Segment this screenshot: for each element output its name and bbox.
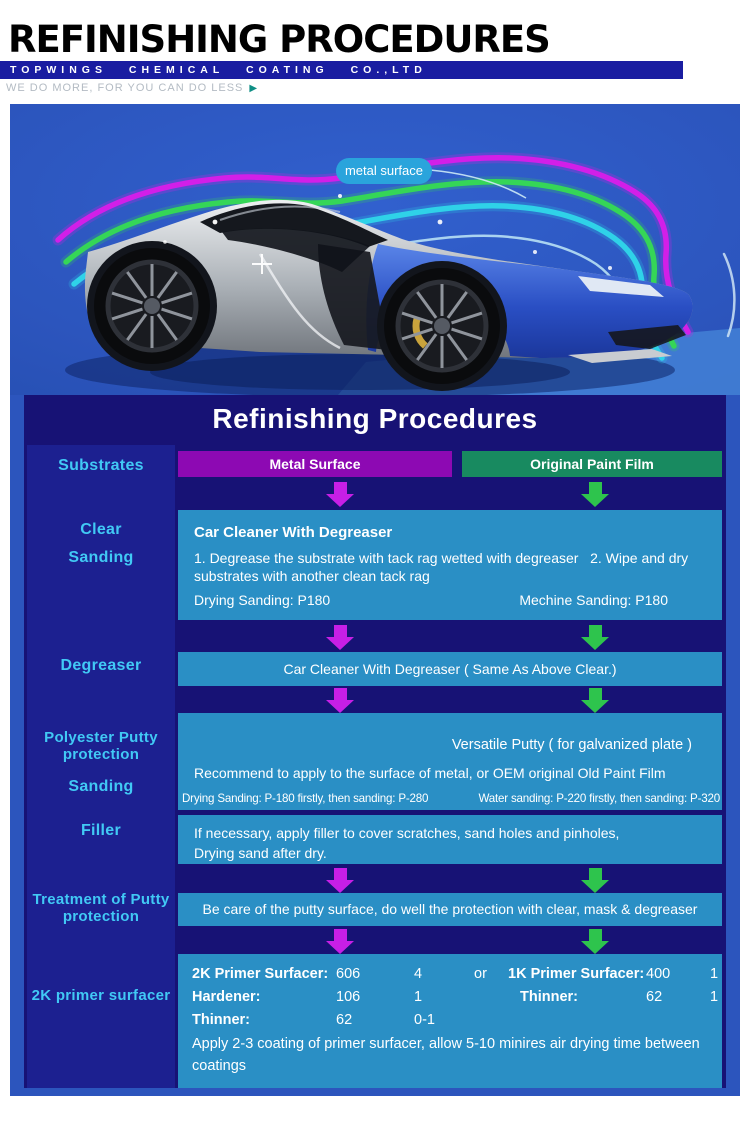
sidebar-label-substrates: Substrates [58,457,144,474]
primer-name: Thinner: [520,989,578,1005]
box-title: Versatile Putty ( for galvanized plate ) [451,737,692,753]
primer-row-2 [178,989,722,1009]
degreaser-box: Car Cleaner With Degreaser ( Same As Above Clear.) [178,652,722,686]
primer-name: 2K Primer Surfacer: [192,966,329,982]
primer-ratio: 4 [414,966,423,982]
primer-box [178,954,722,1088]
primer-name: Thinner: [192,1012,250,1028]
box-body: 1. Degrease the substrate with tack rag wetted with degreaser 2. Wipe and dry substrates with another clean tack rag [194,550,693,584]
box-body: Recommend to apply to the surface of metal, or OEM original Old Paint Film [194,765,666,781]
poster [10,104,740,1096]
primer-ratio: 1 [710,966,719,982]
water-sanding-note: Water sanding: P-220 firstly, then sanding: P-320 [478,792,720,805]
primer-value: 106 [336,989,361,1005]
clear-sanding-box [178,510,722,620]
box-title: Car Cleaner With Degreaser [194,524,393,541]
sidebar-label-polyester-2: protection [62,746,140,763]
rear-wheel [94,248,210,364]
drying-sanding-note: Drying Sanding: P-180 firstly, then sanding: P-280 [182,792,429,805]
company-bar [0,61,683,79]
primer-name: Hardener: [192,989,261,1005]
arrow-down-green [581,929,609,954]
primer-row-3 [178,1012,722,1032]
flowchart-panel [24,395,726,1088]
primer-value: 400 [646,966,671,982]
sidebar-label-polyester-1: Polyester Putty [44,729,158,746]
metal-surface-header [178,451,452,477]
primer-value: 62 [336,1012,353,1028]
primer-value: 606 [336,966,361,982]
arrow-down-green [581,482,609,507]
primer-value: 62 [646,989,663,1005]
sidebar-label-primer: 2K primer surfacer [31,987,171,1004]
arrow-down-magenta [326,929,354,954]
machine-sanding-note: Mechine Sanding: P180 [519,592,668,608]
sidebar-label-degreaser: Degreaser [60,657,142,674]
drying-sanding-note: Drying Sanding: P180 [194,592,331,608]
primer-ratio: 1 [414,989,423,1005]
tagline [6,82,258,94]
arrow-down-magenta [326,482,354,507]
box-line-1: If necessary, apply filler to cover scratches, sand holes and pinholes, [194,825,620,841]
flowchart-title: Refinishing Procedures [212,403,538,434]
filler-box [178,815,722,864]
label-text: metal surface [344,163,424,178]
original-paint-film-header-label: Original Paint Film [530,456,654,472]
page-title: REFINISHING PROCEDURES [8,18,550,61]
arrow-down-green [581,625,609,650]
sidebar-label-treatment-1: Treatment of Putty [32,891,170,908]
tagline-text: WE DO MORE, FOR YOU CAN DO LESS [6,82,244,94]
polyester-putty-box [178,713,722,810]
primer-ratio: 1 [710,989,719,1005]
car-illustration [10,104,740,395]
sidebar-label-clear-sanding: Sanding [68,549,134,566]
primer-note: Apply 2-3 coating of primer surfacer, allow 5-10 minires air drying time between coatings [192,1036,700,1074]
primer-ratio: 0-1 [414,1012,435,1028]
arrow-down-green [581,688,609,713]
arrow-down-magenta [326,625,354,650]
sidebar-label-treatment-2: protection [62,908,140,925]
sidebar-label-filler: Filler [80,822,122,839]
company-name: TOPWINGS CHEMICAL COATING CO.,LTD [10,64,427,76]
tagline-arrow-icon: ▶ [249,83,259,94]
front-wheel [384,268,500,384]
or-separator: or [474,966,487,982]
arrow-down-magenta [326,688,354,713]
arrow-down-green [581,868,609,893]
arrow-down-magenta [326,868,354,893]
primer-name: 1K Primer Surfacer: [508,966,645,982]
box-line-2: Drying sand after dry. [194,845,327,862]
metal-surface-header-label: Metal Surface [269,456,361,472]
treatment-box: Be care of the putty surface, do well the protection with clear, mask & degreaser [178,893,722,926]
primer-row-1 [178,966,722,986]
sidebar-label-polyester-sanding: Sanding [68,778,134,795]
sidebar-label-clear: Clear [80,521,122,538]
original-paint-film-header [462,451,722,477]
